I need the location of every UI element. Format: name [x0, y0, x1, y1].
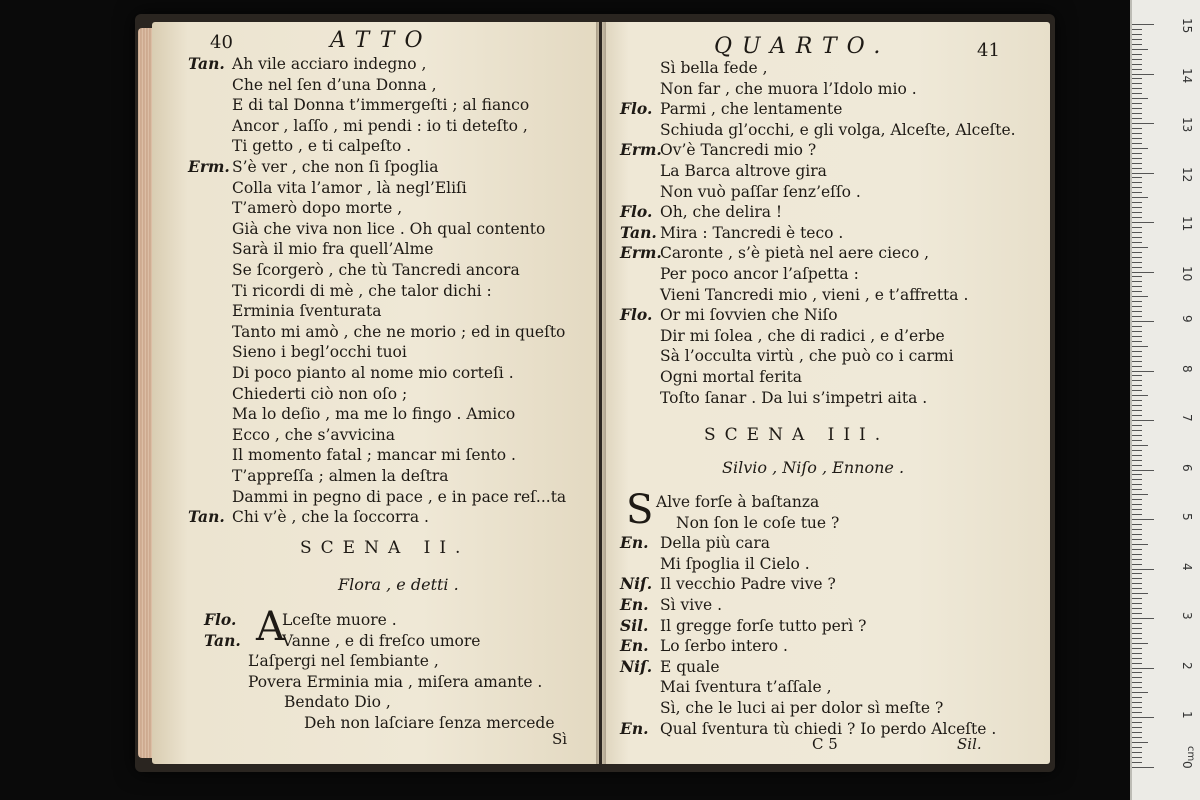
ruler-tick	[1132, 593, 1148, 594]
ruler-tick	[1132, 64, 1142, 65]
ruler-tick	[1132, 470, 1154, 471]
ruler-tick	[1132, 311, 1142, 312]
ruler-tick	[1132, 702, 1142, 703]
ruler-tick	[1132, 177, 1142, 178]
verse-line: Deh non laſciare ſenza mercede	[304, 714, 555, 732]
ruler-tick	[1132, 628, 1142, 629]
speaker-label: Sil.	[620, 615, 649, 635]
ruler-tick	[1132, 197, 1148, 198]
ruler-tick	[1132, 623, 1142, 624]
ruler-tick	[1132, 767, 1154, 768]
ruler-tick	[1132, 762, 1142, 763]
ruler-tick	[1132, 39, 1142, 40]
speaker-label: Niſ.	[620, 656, 653, 676]
verse-line: Mira : Tancredi è teco .	[660, 223, 844, 242]
ruler-unit: cm	[1185, 746, 1196, 762]
ruler-tick	[1132, 717, 1154, 718]
ruler-tick	[1132, 34, 1142, 35]
scene-persons: Flora , e detti .	[338, 575, 459, 594]
ruler-tick	[1132, 227, 1142, 228]
verse-line: Oh, che delira !	[660, 203, 783, 222]
ruler-tick	[1132, 544, 1148, 545]
ruler-tick	[1132, 128, 1142, 129]
speaker-label: Tan.	[204, 630, 241, 650]
ruler-number: 1	[1180, 711, 1194, 719]
ruler-tick	[1132, 242, 1142, 243]
speaker-label: Erm.	[620, 243, 662, 263]
ruler-tick	[1132, 618, 1154, 619]
verse-line: Dir mi ſolea , che di radici , e d’erbe	[660, 326, 945, 345]
speaker-label: En.	[620, 595, 649, 614]
verse-line: Caronte , s’è pietà nel aere cieco ,	[660, 244, 930, 263]
verse-line: Erminia ſventurata	[232, 302, 382, 321]
verse-line: Se ſcorgerò , che tù Tancredi ancora	[232, 261, 520, 279]
ruler-tick	[1132, 415, 1142, 416]
ruler-tick	[1132, 98, 1148, 99]
verse-line: Lceſte muore .	[282, 611, 397, 629]
verse-line: Sì bella fede ,	[660, 59, 768, 77]
verse-line: Chi v’è , che la ſoccorra .	[232, 508, 429, 527]
verse-line: Qual ſventura tù chiedi ? Io perdo Alceſte .	[660, 719, 997, 738]
ruler-tick	[1132, 207, 1142, 208]
ruler-tick	[1132, 59, 1142, 60]
ruler-number: 3	[1180, 612, 1194, 620]
verse-line: Già che viva non lice . Oh qual contento	[232, 219, 546, 238]
ruler-tick	[1132, 435, 1142, 436]
right-page	[602, 22, 1050, 764]
ruler-number: 0	[1180, 760, 1194, 769]
ruler-tick	[1132, 509, 1142, 510]
ruler-tick	[1132, 88, 1142, 89]
ruler-tick	[1132, 232, 1142, 233]
drop-cap: S	[626, 487, 654, 533]
ruler-tick	[1132, 133, 1142, 134]
ruler-tick	[1132, 296, 1148, 297]
ruler-tick	[1132, 633, 1142, 634]
ruler-number: 10	[1180, 265, 1194, 281]
verse-line: Non vuò paſſar ſenz’eſſo .	[660, 182, 861, 201]
left-page	[152, 22, 599, 764]
verse-line: Toſto ſanar . Da lui s’impetri aita .	[660, 388, 928, 407]
verse-line: Sì vive .	[660, 596, 722, 614]
verse-line: Sì, che le luci ai per dolor sì meſte ?	[660, 699, 944, 717]
ruler-tick	[1132, 217, 1142, 218]
ruler-tick	[1132, 118, 1142, 119]
ruler-tick	[1132, 668, 1154, 669]
verse-line: La Barca altrove gira	[660, 162, 827, 180]
ruler-number: 11	[1180, 216, 1194, 232]
page-number: 41	[977, 40, 1000, 61]
ruler-tick	[1132, 286, 1142, 287]
ruler-number: 2	[1180, 661, 1194, 670]
ruler-number: 13	[1180, 117, 1194, 133]
verse-line: Chiederti ciò non oſo ;	[232, 384, 408, 403]
ruler-tick	[1132, 603, 1142, 604]
ruler-tick	[1132, 554, 1142, 555]
ruler-tick	[1132, 69, 1142, 70]
verse-line: Non ſon le coſe tue ?	[676, 513, 840, 532]
verse-line: Vanne , e di freſco umore	[282, 631, 481, 650]
ruler-tick	[1132, 361, 1142, 362]
verse-line: Ogni mortal ferita	[660, 368, 803, 386]
ruler-tick	[1132, 573, 1142, 574]
verse-line: Alve forſe à baſtanza	[656, 493, 820, 511]
ruler-tick	[1132, 375, 1142, 376]
ruler-tick	[1132, 24, 1154, 25]
ruler-tick	[1132, 564, 1142, 565]
ruler-tick	[1132, 168, 1142, 169]
ruler-tick	[1132, 192, 1142, 193]
ruler-tick	[1132, 222, 1154, 223]
ruler-tick	[1132, 395, 1148, 396]
catchword: Sì	[552, 730, 568, 748]
ruler-tick	[1132, 158, 1142, 159]
verse-line: Dammi in pegno di pace , e in pace reſ...ta	[232, 487, 567, 506]
ruler-tick	[1132, 663, 1142, 664]
ruler-tick	[1132, 583, 1142, 584]
ruler-tick	[1132, 400, 1142, 401]
verse-line: Non far , che muora l’Idolo mio .	[660, 79, 917, 98]
ruler-tick	[1132, 366, 1142, 367]
ruler-tick	[1132, 484, 1142, 485]
ruler-tick	[1132, 380, 1142, 381]
scene-title: SCENA III.	[704, 425, 890, 445]
ruler-tick	[1132, 336, 1142, 337]
ruler-tick	[1132, 727, 1142, 728]
verse-line: Ov’è Tancredi mio ?	[660, 141, 817, 160]
ruler-tick	[1132, 643, 1148, 644]
ruler-tick	[1132, 638, 1142, 639]
catchword: Sil.	[957, 735, 982, 753]
verse-line: Mi ſpoglia il Cielo .	[660, 554, 810, 573]
ruler-tick	[1132, 489, 1142, 490]
verse-line: Sarà il mio fra quell’Alme	[232, 240, 434, 259]
ruler-tick	[1132, 257, 1142, 258]
ruler-tick	[1132, 692, 1148, 693]
speaker-label: En.	[620, 718, 649, 738]
ruler-tick	[1132, 613, 1142, 614]
verse-line: Ti getto , e ti calpeſto .	[232, 137, 412, 156]
speaker-label: Tan.	[620, 222, 657, 242]
ruler-tick	[1132, 148, 1148, 149]
ruler-tick	[1132, 742, 1148, 743]
ruler-tick	[1132, 371, 1154, 372]
verse-line: Or mi ſovvien che Niſo	[660, 306, 838, 325]
signature-mark: C 5	[812, 735, 838, 753]
ruler-tick	[1132, 747, 1142, 748]
ruler-tick	[1132, 385, 1142, 386]
ruler-tick	[1132, 658, 1142, 659]
verse-line: Della più cara	[660, 534, 771, 553]
speaker-label: Flo.	[620, 99, 653, 119]
ruler-tick	[1132, 465, 1142, 466]
verse-line: Il momento fatal ; mancar mi ſento .	[232, 446, 516, 465]
verse-line: T’amerò dopo morte ,	[232, 199, 403, 218]
ruler-tick	[1132, 712, 1142, 713]
ruler-tick	[1132, 455, 1142, 456]
ruler-number: 12	[1180, 166, 1194, 182]
speaker-label: Flo.	[204, 610, 237, 629]
verse-line: Ah vile acciaro indegno ,	[232, 55, 427, 73]
ruler-tick	[1132, 598, 1142, 599]
verse-line: Sieno i begl’occhi tuoi	[232, 343, 407, 362]
speaker-label: Erm.	[188, 157, 230, 176]
ruler-tick	[1132, 534, 1142, 535]
ruler-tick	[1132, 648, 1142, 649]
ruler-tick	[1132, 672, 1142, 673]
verse-line: Il vecchio Padre vive ?	[660, 575, 836, 594]
ruler-tick	[1132, 262, 1142, 263]
ruler-tick	[1132, 182, 1142, 183]
ruler-tick	[1132, 281, 1142, 282]
verse-line: Tanto mi amò , che ne morio ; ed in queſto	[232, 322, 566, 341]
ruler-tick	[1132, 83, 1142, 84]
ruler-tick	[1132, 757, 1142, 758]
verse-line: Che nel ſen d’una Donna ,	[232, 75, 437, 94]
ruler-tick	[1132, 539, 1142, 540]
speaker-label: Erm.	[620, 140, 662, 160]
verse-line: Colla vita l’amor , là negl’Eliſi	[232, 178, 467, 197]
verse-line: T’appreſſa ; almen la deſtra	[232, 467, 449, 485]
ruler-tick	[1132, 519, 1154, 520]
verse-line: Ancor , laſſo , mi pendi : io ti deteſto ,	[232, 116, 528, 135]
scene-persons: Silvio , Niſo , Ennone .	[722, 458, 905, 477]
verse-line: E quale	[660, 657, 720, 676]
ruler-tick	[1132, 474, 1142, 475]
book-gutter	[596, 22, 606, 764]
verse-line: Ti ricordi di mè , che talor dichi :	[232, 281, 492, 300]
ruler-number: 8	[1180, 364, 1194, 373]
ruler-tick	[1132, 321, 1154, 322]
ruler-tick	[1132, 276, 1142, 277]
ruler-tick	[1132, 93, 1142, 94]
ruler-tick	[1132, 390, 1142, 391]
ruler-tick	[1132, 420, 1154, 421]
ruler-number: 6	[1180, 463, 1194, 472]
verse-line: Lo ſerbo intero .	[660, 637, 788, 656]
speaker-label: Niſ.	[620, 574, 653, 594]
ruler-tick	[1132, 291, 1142, 292]
ruler-tick	[1132, 425, 1142, 426]
ruler-tick	[1132, 608, 1142, 609]
ruler-tick	[1132, 707, 1142, 708]
ruler-tick	[1132, 732, 1142, 733]
ruler-tick	[1132, 410, 1142, 411]
verse-line: Povera Erminia mia , miſera amante .	[248, 672, 543, 691]
ruler-tick	[1132, 252, 1142, 253]
ruler-tick	[1132, 341, 1142, 342]
ruler-tick	[1132, 54, 1142, 55]
ruler-tick	[1132, 202, 1142, 203]
ruler-tick	[1132, 326, 1142, 327]
ruler-tick	[1132, 559, 1142, 560]
verse-line: Di poco pianto al nome mio corteſi .	[232, 364, 514, 382]
ruler-tick	[1132, 74, 1154, 75]
ruler-tick	[1132, 524, 1142, 525]
ruler-number: 14	[1180, 67, 1194, 83]
ruler-tick	[1132, 173, 1154, 174]
ruler-tick	[1132, 440, 1142, 441]
verse-line: Ecco , che s’avvicina	[232, 425, 396, 444]
ruler-tick	[1132, 44, 1142, 45]
ruler-tick	[1132, 78, 1142, 79]
ruler-tick	[1132, 163, 1142, 164]
ruler-number: 15	[1180, 18, 1194, 34]
ruler-tick	[1132, 356, 1142, 357]
ruler-tick	[1132, 494, 1148, 495]
ruler-tick	[1132, 479, 1142, 480]
ruler-tick	[1132, 687, 1142, 688]
ruler-tick	[1132, 153, 1142, 154]
ruler-tick	[1132, 316, 1142, 317]
ruler-tick	[1132, 351, 1142, 352]
verse-line: Parmi , che lentamente	[660, 100, 843, 119]
ruler-tick	[1132, 306, 1142, 307]
ruler-tick	[1132, 113, 1142, 114]
ruler-tick	[1132, 722, 1142, 723]
scene-title: SCENA II.	[300, 538, 470, 558]
verse-line: Sà l’occulta virtù , che può co i carmi	[660, 347, 954, 366]
ruler-tick	[1132, 267, 1142, 268]
verse-line: Mai ſventura t’aſſale ,	[660, 678, 832, 697]
ruler-tick	[1132, 301, 1142, 302]
speaker-label: En.	[620, 533, 649, 553]
speaker-label: En.	[620, 636, 649, 656]
ruler-tick	[1132, 504, 1142, 505]
ruler-number: 9	[1180, 315, 1194, 323]
speaker-label: Tan.	[188, 507, 225, 527]
ruler-tick	[1132, 143, 1142, 144]
page-number: 40	[210, 32, 233, 53]
ruler-tick	[1132, 529, 1142, 530]
ruler-tick	[1132, 272, 1154, 273]
ruler-tick	[1132, 49, 1148, 50]
ruler-tick	[1132, 450, 1142, 451]
verse-line: S’è ver , che non ſi ſpoglia	[232, 158, 439, 176]
ruler-tick	[1132, 752, 1142, 753]
ruler-tick	[1132, 123, 1154, 124]
speaker-label: Flo.	[620, 202, 653, 222]
ruler-tick	[1132, 697, 1142, 698]
ruler-tick	[1132, 514, 1142, 515]
verse-line: Per poco ancor l’aſpetta :	[660, 265, 859, 283]
ruler-number: 7	[1180, 414, 1194, 422]
ruler-tick	[1132, 346, 1148, 347]
verse-line: E di tal Donna t’immergeſti ; al fianco	[232, 96, 530, 115]
verse-line: Schiuda gl’occhi, e gli volga, Alceſte, Alceſte.	[660, 120, 1016, 139]
running-head: ATTO	[330, 28, 433, 53]
ruler-tick	[1132, 737, 1142, 738]
verse-line: Bendato Dio ,	[284, 693, 391, 712]
ruler-tick	[1132, 138, 1142, 139]
running-head: QUARTO.	[714, 34, 891, 59]
measuring-ruler	[1130, 0, 1200, 800]
ruler-number: 4	[1180, 562, 1194, 571]
ruler-tick	[1132, 549, 1142, 550]
ruler-tick	[1132, 29, 1142, 30]
ruler-tick	[1132, 237, 1142, 238]
verse-line: Ma lo deſio , ma me lo fingo . Amico	[232, 405, 516, 424]
ruler-number: 5	[1180, 513, 1194, 521]
ruler-tick	[1132, 212, 1142, 213]
verse-line: L’aſpergi nel ſembiante ,	[248, 652, 439, 671]
verse-line: Vieni Tancredi mio , vieni , e t’affretta .	[660, 285, 969, 304]
ruler-tick	[1132, 103, 1142, 104]
ruler-tick	[1132, 460, 1142, 461]
ruler-tick	[1132, 569, 1154, 570]
drop-cap: A	[256, 604, 285, 650]
ruler-tick	[1132, 247, 1148, 248]
ruler-tick	[1132, 499, 1142, 500]
ruler-tick	[1132, 653, 1142, 654]
ruler-tick	[1132, 445, 1148, 446]
speaker-label: Flo.	[620, 305, 653, 325]
speaker-label: Tan.	[188, 54, 225, 73]
ruler-tick	[1132, 108, 1142, 109]
ruler-tick	[1132, 588, 1142, 589]
ruler-tick	[1132, 187, 1142, 188]
ruler-tick	[1132, 578, 1142, 579]
ruler-tick	[1132, 405, 1142, 406]
ruler-tick	[1132, 331, 1142, 332]
ruler-tick	[1132, 430, 1142, 431]
verse-line: Il gregge forſe tutto perì ?	[660, 616, 867, 635]
ruler-tick	[1132, 677, 1142, 678]
ruler-tick	[1132, 682, 1142, 683]
